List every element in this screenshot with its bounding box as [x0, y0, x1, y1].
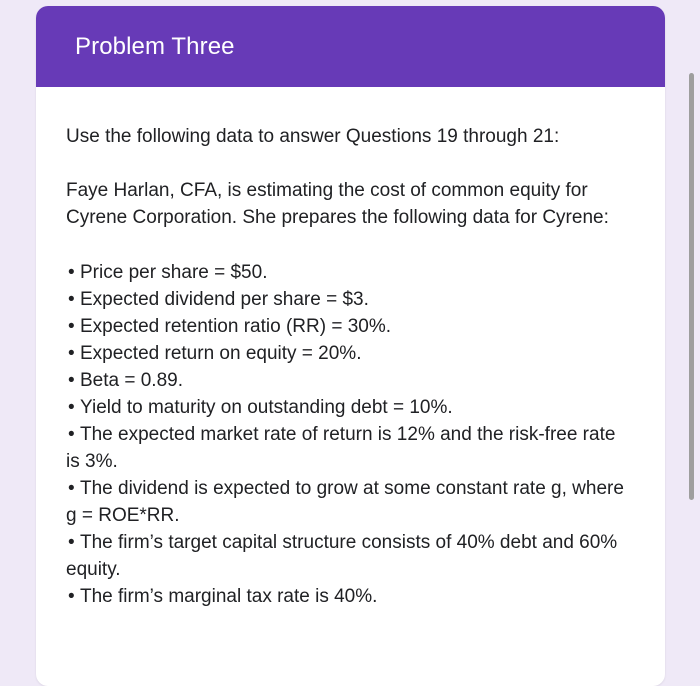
- bullet-marker: •: [68, 370, 75, 391]
- card-header: [36, 6, 665, 87]
- intro-text: Use the following data to answer Questions 19 through 21:: [66, 126, 560, 147]
- list-item-text: Expected dividend per share = $3.: [80, 289, 369, 310]
- bullet-marker: •: [68, 397, 75, 418]
- bullet-marker: •: [68, 343, 75, 364]
- list-item-text: The firm’s marginal tax rate is 40%.: [80, 586, 378, 607]
- list-item-text: Price per share = $50.: [80, 262, 268, 283]
- list-item: [66, 394, 626, 421]
- bullet-marker: •: [68, 478, 75, 499]
- list-item: [66, 313, 626, 340]
- vertical-scrollbar[interactable]: [689, 73, 694, 500]
- list-item-text: The firm’s target capital structure consists of 40% debt and 60% equity.: [66, 532, 618, 580]
- list-item-text: Yield to maturity on outstanding debt = 10%.: [80, 397, 453, 418]
- data-list: [66, 259, 626, 610]
- bullet-marker: •: [68, 262, 75, 283]
- list-item: [66, 367, 626, 394]
- list-item-text: The expected market rate of return is 12% and the risk-free rate is 3%.: [66, 424, 616, 472]
- bullet-marker: •: [68, 424, 75, 445]
- question-card: [36, 6, 665, 686]
- bullet-marker: •: [68, 586, 75, 607]
- list-item: [66, 421, 626, 475]
- list-item-text: Expected return on equity = 20%.: [80, 343, 362, 364]
- card-body: [36, 87, 665, 610]
- list-item: [66, 529, 626, 583]
- list-item-text: Expected retention ratio (RR) = 30%.: [80, 316, 392, 337]
- bullet-marker: •: [68, 316, 75, 337]
- list-item: [66, 583, 626, 610]
- bullet-marker: •: [68, 289, 75, 310]
- list-item: [66, 259, 626, 286]
- section-title: Problem Three: [75, 33, 235, 60]
- list-item-text: The dividend is expected to grow at some constant rate g, where g = ROE*RR.: [66, 478, 624, 526]
- list-item: [66, 340, 626, 367]
- description-text: Faye Harlan, CFA, is estimating the cost of common equity for Cyrene Corporation. She prepares the following data for Cyrene:: [66, 180, 609, 228]
- list-item: [66, 475, 626, 529]
- list-item: [66, 286, 626, 313]
- bullet-marker: •: [68, 532, 75, 553]
- list-item-text: Beta = 0.89.: [80, 370, 183, 391]
